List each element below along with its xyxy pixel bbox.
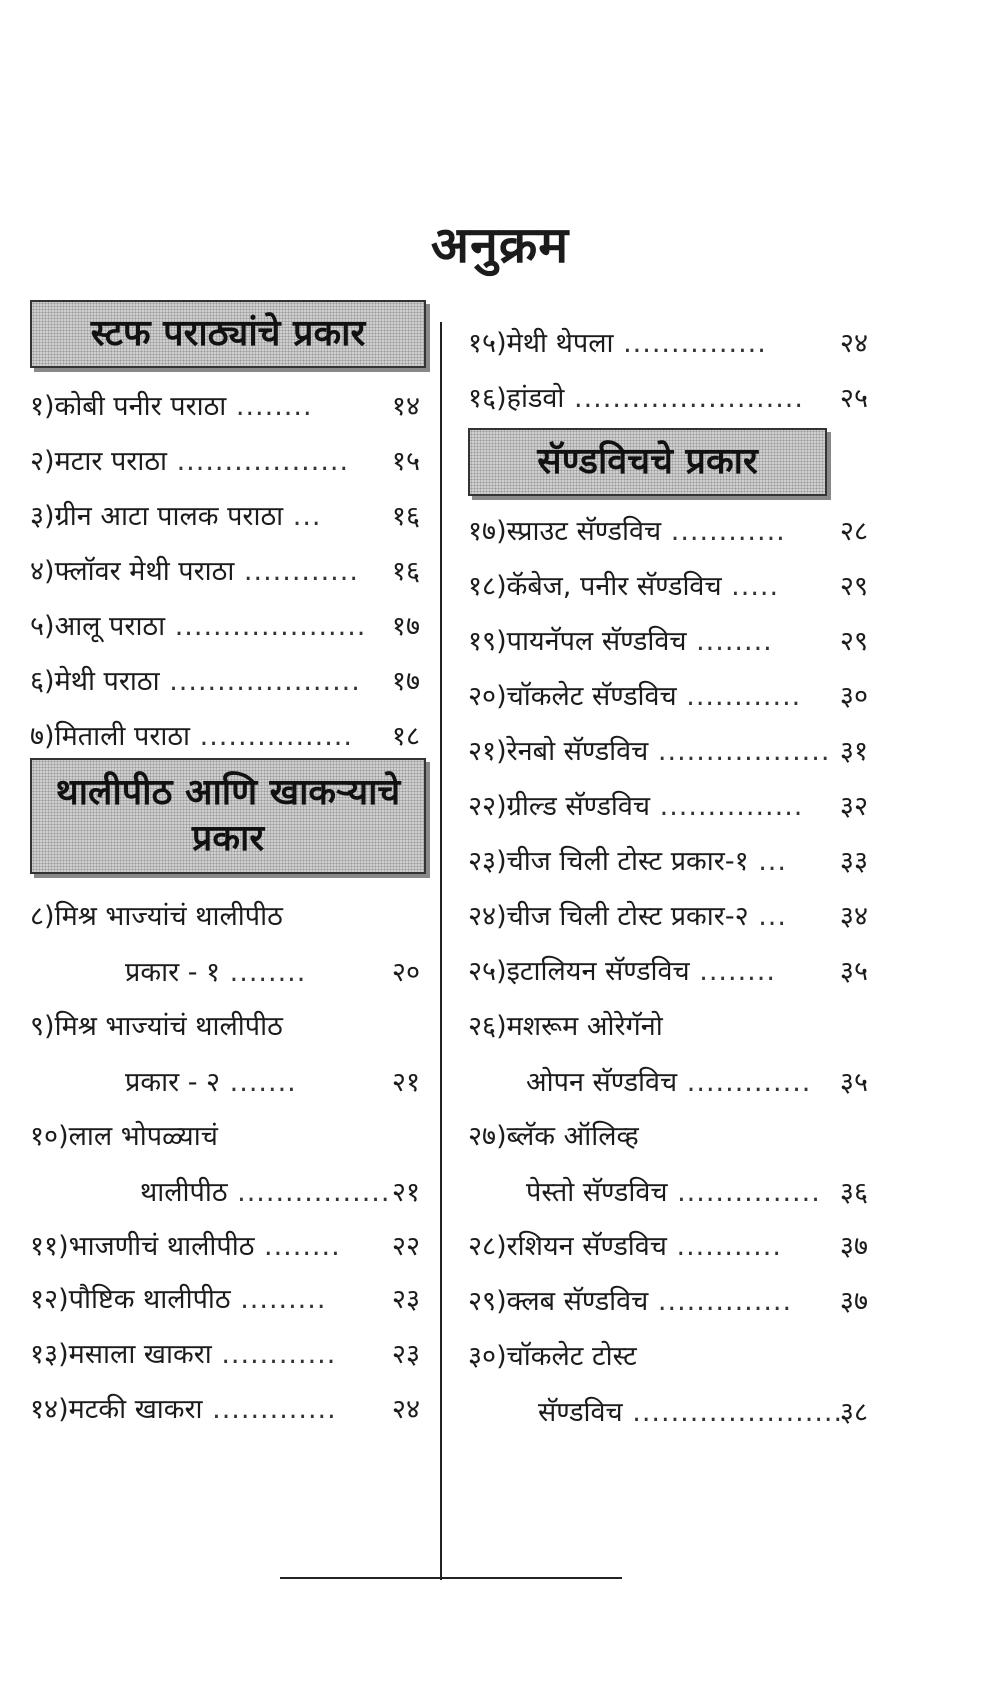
entry-title: मिश्र भाज्यांचं थालीपीठ <box>54 1011 283 1042</box>
entry-title: स्प्राउट सॅण्डविच <box>506 516 662 547</box>
entry-number: १) <box>30 391 55 422</box>
page-number: १४ <box>391 391 420 422</box>
entry-title: हांडवो <box>506 383 565 414</box>
section-header <box>468 428 827 496</box>
section-header-text: स्टफ पराठ्यांचे प्रकार <box>90 313 366 354</box>
page-number: ३४ <box>839 901 868 932</box>
page-number: १६ <box>391 556 420 587</box>
leader-dots: ............ <box>676 681 802 712</box>
leader-dots: ........ <box>220 957 307 988</box>
toc-entry <box>468 785 868 829</box>
entry-number: १७) <box>468 516 507 547</box>
entry-number: ६) <box>30 666 55 697</box>
entry-title: रशियन सॅण्डविच <box>506 1231 667 1262</box>
entry-number: २९) <box>468 1286 507 1317</box>
page-title: अनुक्रम <box>430 216 570 274</box>
page-number: २१ <box>391 1067 420 1098</box>
entry-title: पायनॅपल सॅण्डविच <box>506 626 687 657</box>
entry-title: लाल भोपळ्याचं <box>68 1121 218 1152</box>
toc-entry <box>468 1335 868 1379</box>
page-number: १८ <box>391 721 420 752</box>
entry-title: मटार पराठा <box>54 446 168 477</box>
entry-title: रेनबो सॅण्डविच <box>506 736 649 767</box>
section-header <box>30 300 426 368</box>
entry-title: मिश्र भाज्यांचं थालीपीठ <box>54 901 283 932</box>
leader-dots: ............ <box>211 1339 337 1370</box>
entry-title: कॅबेज, पनीर सॅण्डविच <box>506 571 722 602</box>
page-number: १५ <box>391 446 420 477</box>
entry-number: ३०) <box>468 1341 507 1372</box>
toc-entry <box>468 1225 868 1269</box>
leader-dots: ............... <box>667 1177 821 1208</box>
leader-dots: ..... <box>721 571 780 602</box>
leader-dots: ........ <box>686 626 773 657</box>
leader-dots: .................... <box>165 611 367 642</box>
page-number: ३० <box>839 681 868 712</box>
entry-number: २५) <box>468 956 507 987</box>
section-header <box>30 758 426 874</box>
toc-entry <box>468 377 868 421</box>
leader-dots: ................ <box>190 721 353 752</box>
leader-dots: ............. <box>677 1067 812 1098</box>
toc-entry <box>30 1115 420 1159</box>
section-header-text: सॅण्डविचचे प्रकार <box>537 441 758 482</box>
entry-number: १९) <box>468 626 507 657</box>
toc-entry <box>468 322 868 366</box>
entry-number: ५) <box>30 611 55 642</box>
toc-entry <box>468 1115 868 1159</box>
leader-dots: ............... <box>650 791 804 822</box>
leader-dots: .................... <box>159 666 361 697</box>
toc-entry-continued <box>468 1391 868 1435</box>
toc-entry <box>468 620 868 664</box>
page-number: २३ <box>391 1284 420 1315</box>
entry-title: ग्रील्ड सॅण्डविच <box>506 791 651 822</box>
leader-dots: .................. <box>648 736 831 767</box>
entry-title: मेथी थेपला <box>506 328 614 359</box>
toc-entry <box>30 715 420 759</box>
section-header-text: थालीपीठ आणि खाकऱ्याचे प्रकार <box>55 772 401 859</box>
toc-entry <box>468 840 868 884</box>
leader-dots: ....... <box>220 1067 297 1098</box>
entry-number: ४) <box>30 556 55 587</box>
entry-number: २२) <box>468 791 507 822</box>
entry-title-continued: प्रकार - २ <box>125 1067 221 1098</box>
entry-title: क्लब सॅण्डविच <box>506 1286 649 1317</box>
entry-title: मशरूम ओरेगॅनो <box>506 1011 663 1042</box>
toc-entry-continued <box>30 1061 420 1105</box>
entry-title: फ्लॉवर मेथी पराठा <box>54 556 235 587</box>
column-divider <box>440 322 442 1580</box>
entry-title: चॉकलेट सॅण्डविच <box>506 681 677 712</box>
leader-dots: ... <box>748 846 787 877</box>
leader-dots: ... <box>283 501 322 532</box>
entry-title: कोबी पनीर पराठा <box>54 391 227 422</box>
entry-title: आलू पराठा <box>54 611 166 642</box>
page-number: ३७ <box>839 1286 868 1317</box>
entry-number: २) <box>30 446 55 477</box>
page-number: १७ <box>391 611 420 642</box>
page-number: २४ <box>839 328 868 359</box>
page-number: २२ <box>391 1231 420 1262</box>
page-number: ३६ <box>839 1177 868 1208</box>
page-number: २० <box>391 957 420 988</box>
page-number: ३३ <box>839 846 868 877</box>
entry-title: ब्लॅक ऑलिव्ह <box>506 1121 639 1152</box>
page-number: ३५ <box>839 956 868 987</box>
toc-entry <box>468 565 868 609</box>
toc-entry <box>468 1005 868 1049</box>
toc-entry <box>30 440 420 484</box>
entry-number: ९) <box>30 1011 55 1042</box>
entry-number: १४) <box>30 1394 69 1425</box>
page-number: २९ <box>839 626 868 657</box>
leader-dots: ............. <box>202 1394 337 1425</box>
leader-dots: .............. <box>648 1286 793 1317</box>
toc-entry-continued <box>30 951 420 995</box>
entry-number: १०) <box>30 1121 69 1152</box>
entry-number: ८) <box>30 901 55 932</box>
leader-dots: ................ <box>227 1177 391 1208</box>
page-number: ३८ <box>839 1397 868 1428</box>
entry-title: मसाला खाकरा <box>68 1339 212 1370</box>
entry-title-continued: थालीपीठ <box>140 1177 228 1208</box>
leader-dots: ... <box>748 901 787 932</box>
toc-entry <box>30 1333 420 1377</box>
toc-entry-continued <box>468 1061 868 1105</box>
bottom-rule <box>280 1577 622 1579</box>
entry-title: चॉकलेट टोस्ट <box>506 1341 637 1372</box>
entry-title: इटालियन सॅण्डविच <box>506 956 690 987</box>
page-number: २९ <box>839 571 868 602</box>
leader-dots: .................. <box>167 446 350 477</box>
entry-number: १२) <box>30 1284 69 1315</box>
page-number: ३७ <box>839 1231 868 1262</box>
page-number: २४ <box>391 1394 420 1425</box>
leader-dots: ............ <box>661 516 786 547</box>
toc-entry <box>30 495 420 539</box>
entry-title: मटकी खाकरा <box>68 1394 203 1425</box>
toc-entry <box>30 1388 420 1432</box>
entry-number: १३) <box>30 1339 69 1370</box>
entry-number: १६) <box>468 383 507 414</box>
entry-title-continued: ओपन सॅण्डविच <box>526 1067 678 1098</box>
toc-entry <box>30 550 420 594</box>
entry-title: मिताली पराठा <box>54 721 191 752</box>
toc-entry <box>30 895 420 939</box>
entry-number: २४) <box>468 901 507 932</box>
page-number: ३२ <box>839 791 868 822</box>
page-number: २५ <box>839 383 868 414</box>
entry-title-continued: प्रकार - १ <box>125 957 221 988</box>
entry-number: ७) <box>30 721 55 752</box>
leader-dots: ............... <box>613 328 767 359</box>
leader-dots: ........................ <box>564 383 804 414</box>
leader-dots: ........ <box>226 391 313 422</box>
toc-entry <box>30 1225 420 1269</box>
page-number: १६ <box>391 501 420 532</box>
toc-entry <box>468 675 868 719</box>
entry-number: २३) <box>468 846 507 877</box>
entry-title-continued: पेस्तो सॅण्डविच <box>526 1177 668 1208</box>
toc-entry <box>30 605 420 649</box>
page-number: २३ <box>391 1339 420 1370</box>
toc-entry <box>468 950 868 994</box>
entry-number: १८) <box>468 571 507 602</box>
toc-entry <box>30 660 420 704</box>
entry-title: भाजणीचं थालीपीठ <box>68 1231 255 1262</box>
leader-dots: ........... <box>666 1231 782 1262</box>
entry-title: पौष्टिक थालीपीठ <box>68 1284 231 1315</box>
entry-title: ग्रीन आटा पालक पराठा <box>54 501 284 532</box>
page-number: २८ <box>839 516 868 547</box>
page-number: ३१ <box>839 736 868 767</box>
leader-dots: ......... <box>230 1284 327 1315</box>
page-number: ३५ <box>839 1067 868 1098</box>
entry-number: ११) <box>30 1231 69 1262</box>
entry-number: २६) <box>468 1011 507 1042</box>
leader-dots: ........ <box>254 1231 341 1262</box>
toc-entry-continued <box>30 1171 420 1215</box>
entry-title: चीज चिली टोस्ट प्रकार-२ <box>506 901 749 932</box>
toc-entry <box>468 730 868 774</box>
leader-dots: ........ <box>689 956 776 987</box>
toc-entry <box>468 1280 868 1324</box>
entry-number: ३) <box>30 501 55 532</box>
page-number: १७ <box>391 666 420 697</box>
entry-number: २१) <box>468 736 507 767</box>
entry-number: २०) <box>468 681 507 712</box>
toc-entry <box>30 385 420 429</box>
entry-number: २८) <box>468 1231 507 1262</box>
leader-dots: ...................... <box>622 1397 844 1428</box>
entry-title-continued: सॅण्डविच <box>538 1397 623 1428</box>
toc-entry <box>468 510 868 554</box>
toc-entry <box>468 895 868 939</box>
entry-title: मेथी पराठा <box>54 666 160 697</box>
entry-number: २७) <box>468 1121 507 1152</box>
toc-entry <box>30 1278 420 1322</box>
page-number: २१ <box>391 1177 420 1208</box>
toc-entry-continued <box>468 1171 868 1215</box>
entry-number: १५) <box>468 328 507 359</box>
leader-dots: ............ <box>234 556 359 587</box>
toc-entry <box>30 1005 420 1049</box>
entry-title: चीज चिली टोस्ट प्रकार-१ <box>506 846 749 877</box>
